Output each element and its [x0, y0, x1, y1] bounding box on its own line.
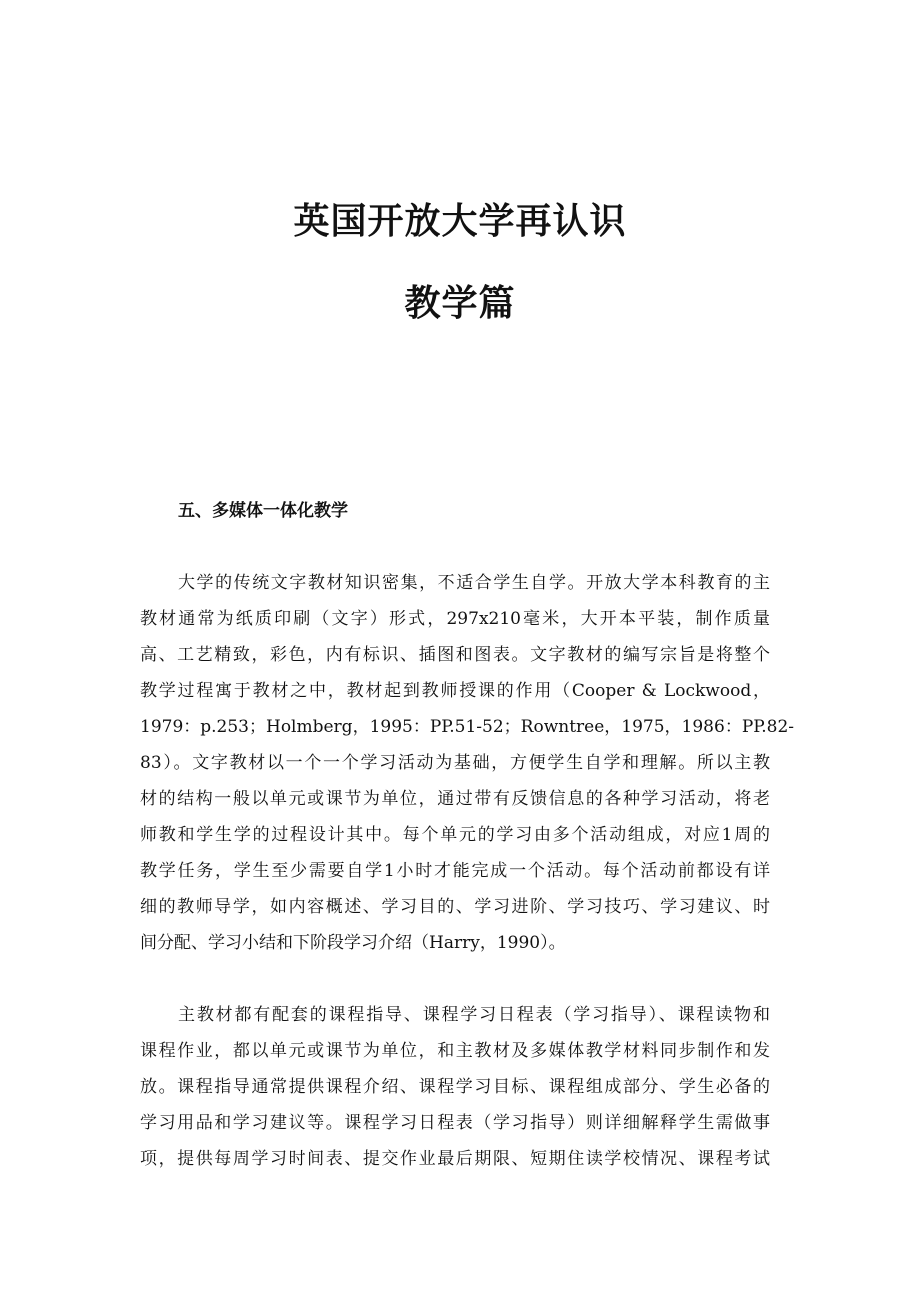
- paragraph-line: 细的教师导学，如内容概述、学习目的、学习进阶、学习技巧、学习建议、时: [140, 897, 770, 917]
- paragraph-line: 师教和学生学的过程设计其中。每个单元的学习由多个活动组成，对应1周的: [140, 825, 770, 845]
- paragraph-line: 83）。文字教材以一个一个学习活动为基础，方便学生自学和理解。所以主教: [140, 753, 770, 773]
- paragraph-line: 学习用品和学习建议等。课程学习日程表（学习指导）则详细解释学生需做事: [140, 1113, 770, 1133]
- paragraph-line: 教材通常为纸质印刷（文字）形式，297x210毫米，大开本平装，制作质量: [140, 609, 770, 629]
- paragraph-line: 项，提供每周学习时间表、提交作业最后期限、短期住读学校情况、课程考试: [140, 1149, 770, 1169]
- section-heading: 五、多媒体一体化教学: [178, 501, 348, 521]
- paragraph-line: 课程作业，都以单元或课节为单位，和主教材及多媒体教学材料同步制作和发: [140, 1041, 770, 1061]
- document-title: 英国开放大学再认识: [293, 201, 627, 242]
- document-subtitle: 教学篇: [404, 283, 516, 324]
- paragraph-line: 放。课程指导通常提供课程介绍、课程学习目标、课程组成部分、学生必备的: [140, 1077, 770, 1097]
- paragraph-line: 1979：p.253；Holmberg，1995：PP.51-52；Rowntree，1975，1986：PP.82-: [140, 717, 795, 737]
- paragraph-line: 大学的传统文字教材知识密集，不适合学生自学。开放大学本科教育的主: [178, 573, 770, 593]
- paragraph-line: 材的结构一般以单元或课节为单位，通过带有反馈信息的各种学习活动，将老: [140, 789, 770, 809]
- paragraph-line: 主教材都有配套的课程指导、课程学习日程表（学习指导）、课程读物和: [178, 1005, 770, 1025]
- paragraph-line: 高、工艺精致，彩色，内有标识、插图和图表。文字教材的编写宗旨是将整个: [140, 645, 770, 665]
- paragraph-line: 教学过程寓于教材之中，教材起到教师授课的作用（Cooper & Lockwood，: [140, 681, 770, 701]
- paragraph-line: 间分配、学习小结和下阶段学习介绍（Harry，1990）。: [140, 933, 566, 953]
- paragraph-line: 教学任务，学生至少需要自学1小时才能完成一个活动。每个活动前都设有详: [140, 861, 770, 881]
